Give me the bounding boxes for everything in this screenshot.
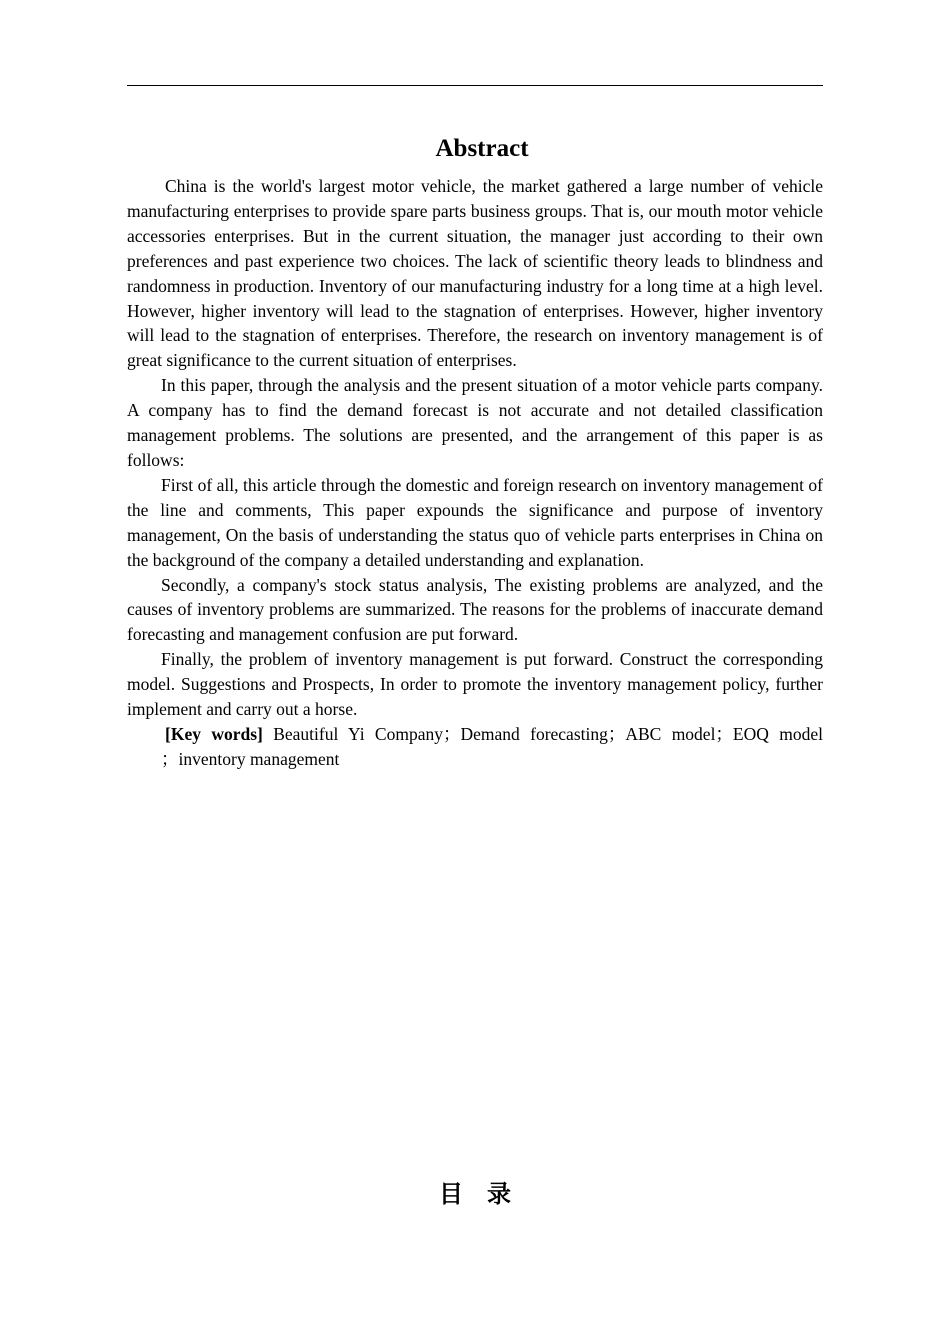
abstract-paragraph-4: Secondly, a company's stock status analysis, The existing problems are analyzed, and the causes of inventory problems are summarized. The reasons for the problems of inaccurate demand forecasting and management confusion are put forward. bbox=[127, 574, 823, 645]
keywords-line bbox=[127, 722, 823, 747]
keywords-label: [Key words] bbox=[165, 723, 263, 744]
header-rule bbox=[127, 85, 823, 86]
keywords-line-2: ；inventory management bbox=[161, 748, 340, 769]
abstract-paragraph-2: In this paper, through the analysis and the present situation of a motor vehicle parts company. A company has to find the demand forecast is not accurate and not detailed classification management problems. The solutions are presented, and the arrangement of this paper is as follows: bbox=[127, 375, 823, 470]
toc-title: 目录 bbox=[439, 1180, 535, 1208]
abstract-paragraph-5: Finally, the problem of inventory management is put forward. Construct the corresponding model. Suggestions and Prospects, In order to promote the inventory management policy, further implement and carry out a horse. bbox=[127, 649, 823, 720]
abstract-paragraph-1: China is the world's largest motor vehicle, the market gathered a large number of vehicle manufacturing enterprises to provide spare parts business groups. That is, our mouth motor vehicle accessories enterprises. But in the current situation, the manager just according to their own preferences and past experience two choices. The lack of scientific theory leads to blindness and randomness in production. Inventory of our manufacturing industry for a long time at a high level. However, higher inventory will lead to the stagnation of enterprises. However, higher inventory will lead to the stagnation of enterprises. Therefore, the research on inventory management is of great significance to the current situation of enterprises. bbox=[127, 176, 823, 371]
keywords-values: Beautiful Yi Company；Demand forecasting；ABC model；EOQ model bbox=[262, 723, 824, 744]
abstract-body bbox=[127, 174, 823, 772]
abstract-paragraph-3: First of all, this article through the domestic and foreign research on inventory management of the line and comments, This paper expounds the significance and purpose of inventory management, On the basis of understanding the status quo of vehicle parts enterprises in China on the background of the company a detailed understanding and explanation. bbox=[127, 474, 823, 570]
abstract-title: Abstract bbox=[435, 135, 529, 162]
